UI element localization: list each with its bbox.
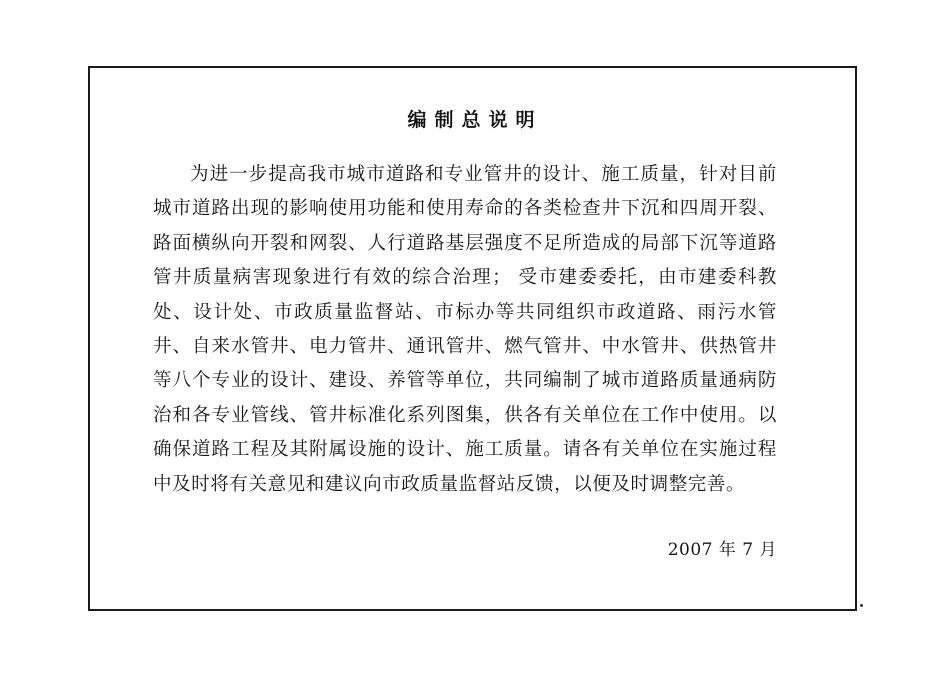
page-title: 编制总说明	[407, 109, 543, 131]
body-paragraph: 为进一步提高我市城市道路和专业管井的设计、施工质量，针对目前城市道路出现的影响使用功能和使用寿命的各类检查井下沉和四周开裂、路面横纵向开裂和网裂、人行道路基层强度不足所造成的局部下沉等道路管井质量病害现象进行有效的综合治理； 受市建委委托，由市建委科教处、设计处、市政质量监督站、市标办等共同组织市政道路、雨污水管井、自来水管井、电力管井、通讯管井、燃气管井、中水管井、供热管井等八个专业的设计、建设、养管等单位，共同编制了城市道路质量通病防治和各专业管线、管井标准化系列图集，供各有关单位在工作中使用。以确保道路工程及其附属设施的设计、施工质量。请各有关单位在实施过程中及时将有关意见和建议向市政质量监督站反馈，以便及时调整完善。	[153, 164, 777, 495]
scan-speck	[860, 604, 863, 607]
document-date: 2007 年 7 月	[667, 540, 777, 560]
